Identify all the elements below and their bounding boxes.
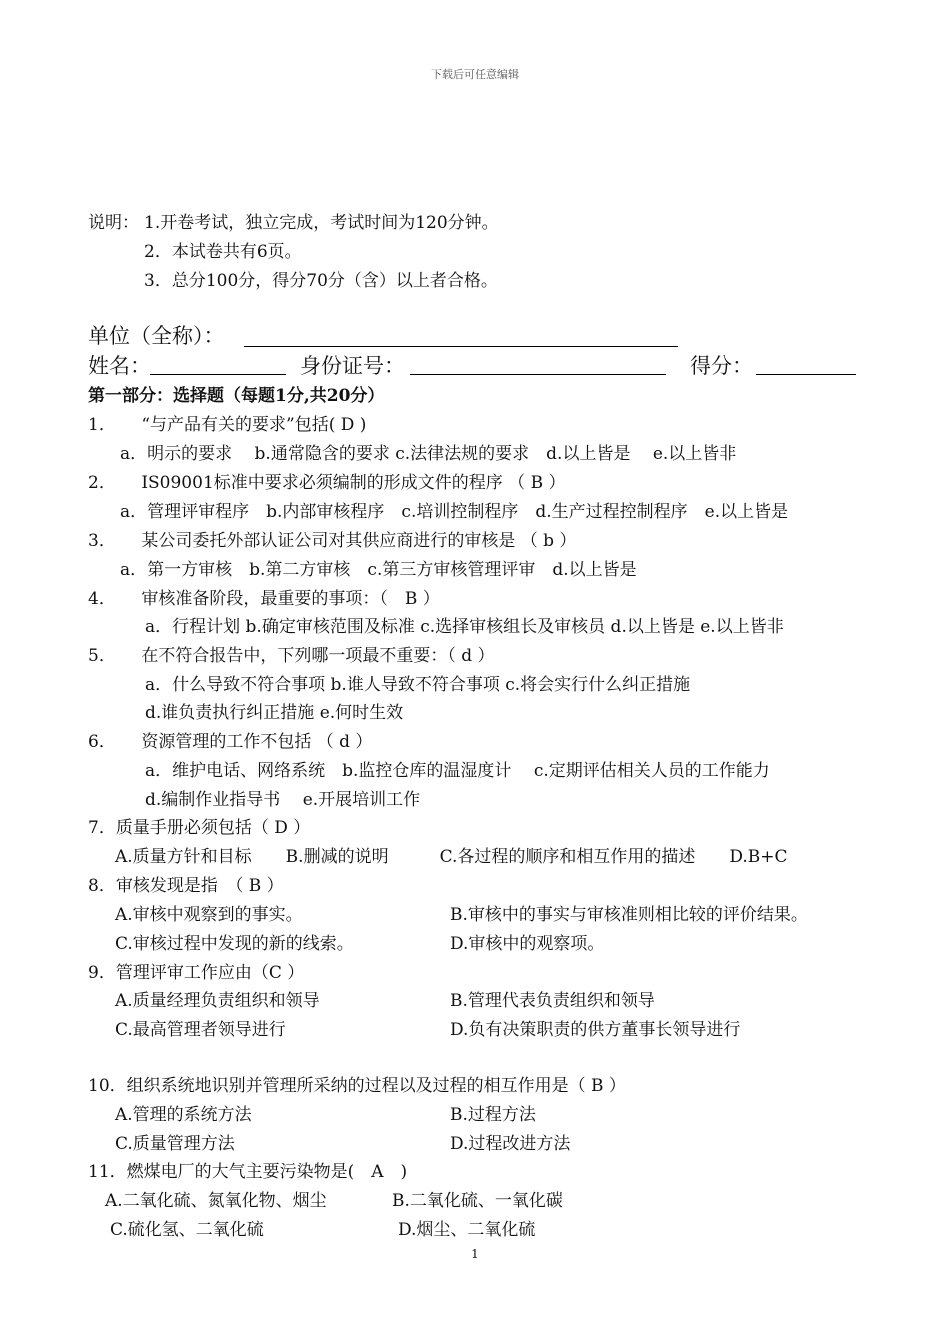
name-label: 姓名： xyxy=(88,354,151,378)
question-6-options: a．维护电话、网络系统 b.监控仓库的温湿度计 c.定期评估相关人员的工作能力 xyxy=(145,761,770,781)
question-7-options: A.质量方针和目标 B.删减的说明 C.各过程的顺序和相互作用的描述 D.B+C xyxy=(115,847,788,867)
question-4: 4． 审核准备阶段，最重要的事项：（ B ） xyxy=(88,589,440,609)
instruction-item: 2．本试卷共有6页。 xyxy=(144,242,302,262)
question-1: 1． “与产品有关的要求”包括( D ) xyxy=(88,415,367,435)
unit-field[interactable] xyxy=(244,346,678,347)
question-9: 9．管理评审工作应由（C ） xyxy=(88,963,305,983)
question-9-option: C.最高管理者领导进行 xyxy=(115,1020,286,1040)
question-2-options: a．管理评审程序 b.内部审核程序 c.培训控制程序 d.生产过程控制程序 e.以上皆是 xyxy=(120,502,789,522)
question-8: 8．审核发现是指 （ B ） xyxy=(88,876,284,896)
section-title: 第一部分：选择题（每题1分,共20分） xyxy=(88,386,385,406)
id-field[interactable] xyxy=(410,374,666,375)
question-3: 3． 某公司委托外部认证公司对其供应商进行的审核是 （ b ） xyxy=(88,531,577,551)
instruction-item: 3．总分100分，得分70分（含）以上者合格。 xyxy=(144,271,498,291)
page-number: 1 xyxy=(471,1247,479,1261)
question-8-option: C.审核过程中发现的新的线索。 xyxy=(115,934,354,954)
question-11: 11．燃煤电厂的大气主要污染物是( A ) xyxy=(88,1162,408,1182)
score-field[interactable] xyxy=(756,374,856,375)
question-3-options: a．第一方审核 b.第二方审核 c.第三方审核管理评审 d.以上皆是 xyxy=(120,560,637,580)
question-9-option: D.负有决策职责的供方董事长领导进行 xyxy=(450,1020,741,1040)
question-10: 10．组织系统地识别并管理所采纳的过程以及过程的相互作用是（ B ） xyxy=(88,1076,626,1096)
question-11-option: B.二氧化硫、一氧化碳 xyxy=(392,1191,563,1211)
question-10-option: A.管理的系统方法 xyxy=(115,1105,252,1125)
question-5-options: d.谁负责执行纠正措施 e.何时生效 xyxy=(145,703,404,723)
question-8-option: B.审核中的事实与审核准则相比较的评价结果。 xyxy=(450,905,808,925)
question-4-options: a．行程计划 b.确定审核范围及标准 c.选择审核组长及审核员 d.以上皆是 e.以上皆非 xyxy=(145,617,784,637)
question-10-option: C.质量管理方法 xyxy=(115,1134,235,1154)
question-9-option: A.质量经理负责组织和领导 xyxy=(115,991,320,1011)
instruction-item: 1.开卷考试，独立完成，考试时间为120分钟。 xyxy=(144,213,499,233)
question-2: 2． IS09001标准中要求必须编制的形成文件的程序 （ B ） xyxy=(88,473,566,493)
score-label: 得分： xyxy=(690,354,753,378)
question-5-options: a．什么导致不符合事项 b.谁人导致不符合事项 c.将会实行什么纠正措施 xyxy=(145,675,691,695)
question-7: 7．质量手册必须包括（ D ） xyxy=(88,818,311,838)
question-5: 5． 在不符合报告中，下列哪一项最不重要：（ d ） xyxy=(88,646,495,666)
name-field[interactable] xyxy=(150,374,286,375)
header-note: 下载后可任意编辑 xyxy=(431,68,519,81)
question-11-option: A.二氧化硫、氮氧化物、烟尘 xyxy=(105,1191,327,1211)
question-1-options: a．明示的要求 b.通常隐含的要求 c.法律法规的要求 d.以上皆是 e.以上皆非 xyxy=(120,444,737,464)
question-10-option: B.过程方法 xyxy=(450,1105,536,1125)
question-8-option: D.审核中的观察项。 xyxy=(450,934,605,954)
question-10-option: D.过程改进方法 xyxy=(450,1134,571,1154)
question-6-options: d.编制作业指导书 e.开展培训工作 xyxy=(145,790,421,810)
instructions-label: 说明： xyxy=(88,213,139,233)
question-9-option: B.管理代表负责组织和领导 xyxy=(450,991,655,1011)
id-label: 身份证号： xyxy=(300,354,405,378)
question-8-option: A.审核中观察到的事实。 xyxy=(115,905,303,925)
question-11-option: C.硫化氢、二氧化硫 xyxy=(110,1220,264,1240)
unit-label: 单位（全称）： xyxy=(88,324,225,348)
question-11-option: D.烟尘、二氧化硫 xyxy=(398,1220,536,1240)
question-6: 6． 资源管理的工作不包括 （ d ） xyxy=(88,732,373,752)
